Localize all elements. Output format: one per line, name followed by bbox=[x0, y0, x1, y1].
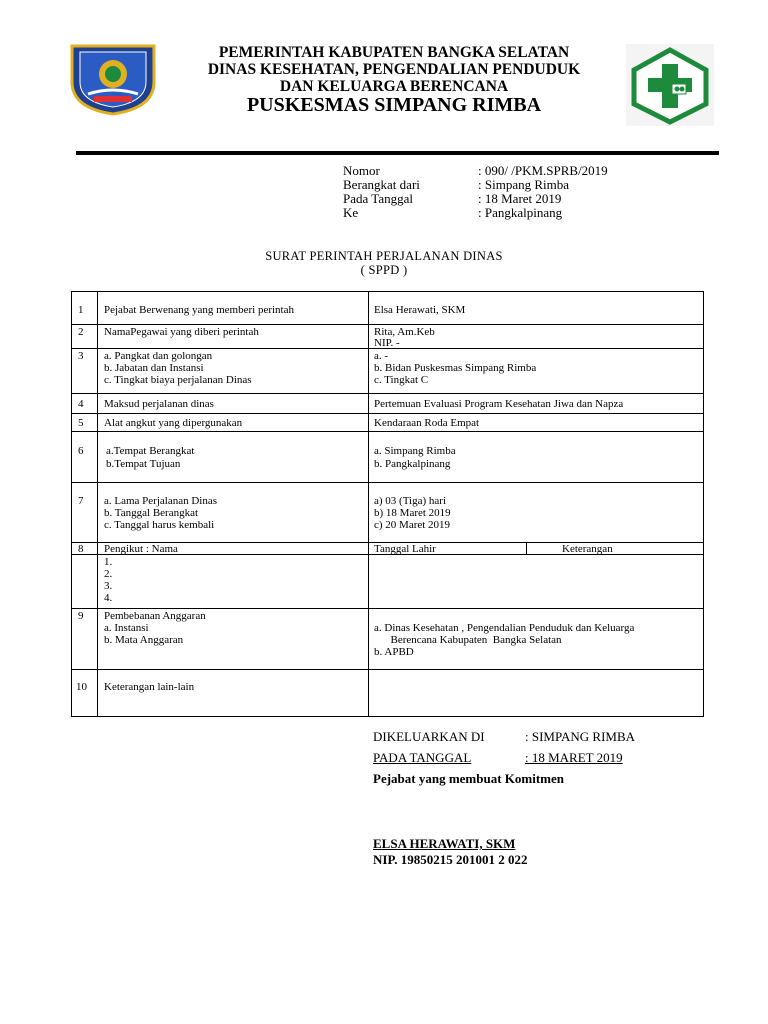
row-value: Pertemuan Evaluasi Program Kesehatan Jiwa dan Napza bbox=[374, 398, 624, 410]
row-number: 6 bbox=[78, 445, 84, 457]
official-title: Pejabat yang membuat Komitmen bbox=[373, 771, 565, 786]
row-label: a. Instansi bbox=[104, 622, 149, 634]
row-number: 5 bbox=[78, 417, 84, 429]
issued-date bbox=[373, 750, 623, 766]
meta-value: : 090/ /PKM.SPRB/2019 bbox=[478, 163, 608, 178]
row-number: 1 bbox=[78, 304, 84, 316]
header-government-line: PEMERINTAH KABUPATEN BANGKA SELATAN bbox=[218, 44, 570, 61]
follower-item: 2. bbox=[104, 568, 113, 580]
row-label: a. Pangkat dan golongan bbox=[104, 350, 213, 362]
column-header-birth-date: Tanggal Lahir bbox=[374, 543, 436, 555]
row-label: a. Lama Perjalanan Dinas bbox=[104, 495, 218, 507]
meta-label: Pada Tanggal bbox=[343, 191, 413, 206]
header-divider bbox=[76, 151, 719, 155]
row-label: Pejabat Berwenang yang memberi perintah bbox=[104, 304, 294, 316]
row-label: Keterangan lain-lain bbox=[104, 681, 195, 693]
row-number: 4 bbox=[78, 398, 84, 410]
row-label: Pengikut : Nama bbox=[104, 543, 178, 555]
signer-nip: NIP. 19850215 201001 2 022 bbox=[373, 852, 528, 867]
row-value: c. Tingkat C bbox=[374, 374, 429, 386]
issued-label: DIKELUARKAN DI bbox=[373, 729, 485, 744]
row-value: c) 20 Maret 2019 bbox=[374, 519, 451, 531]
row-number: 2 bbox=[78, 326, 84, 338]
column-header-remarks: Keterangan bbox=[562, 543, 613, 555]
meta-tujuan bbox=[343, 206, 562, 220]
issued-value: : SIMPANG RIMBA bbox=[525, 729, 636, 744]
meta-nomor bbox=[343, 164, 608, 178]
row-label: b. Tanggal Berangkat bbox=[104, 507, 199, 519]
row-label: c. Tingkat biaya perjalanan Dinas bbox=[104, 374, 252, 386]
header-agency-line-2: DAN KELUARGA BERENCANA bbox=[279, 78, 509, 95]
header-puskesmas-name: PUSKESMAS SIMPANG RIMBA bbox=[246, 94, 542, 116]
meta-value: : Pangkalpinang bbox=[478, 205, 563, 220]
row-value: Elsa Herawati, SKM bbox=[374, 304, 466, 316]
follower-item: 4. bbox=[104, 592, 113, 604]
meta-label: Ke bbox=[343, 205, 359, 220]
sppd-table bbox=[71, 291, 704, 717]
row-number: 8 bbox=[78, 543, 84, 555]
meta-tanggal bbox=[343, 192, 561, 206]
row-number: 10 bbox=[76, 681, 87, 693]
row-label: Maksud perjalanan dinas bbox=[104, 398, 214, 410]
date-label: PADA TANGGAL bbox=[373, 750, 472, 765]
row-label: Alat angkut yang dipergunakan bbox=[104, 417, 243, 429]
document-subtitle: ( SPPD ) bbox=[360, 263, 408, 277]
row-value: a. Dinas Kesehatan , Pengendalian Penduduk dan Keluarga bbox=[374, 622, 635, 634]
meta-label: Berangkat dari bbox=[343, 177, 420, 192]
row-value: b. Pangkalpinang bbox=[374, 458, 451, 470]
meta-value: : 18 Maret 2019 bbox=[478, 191, 562, 206]
row-label: b.Tempat Tujuan bbox=[106, 458, 181, 470]
document-title: SURAT PERINTAH PERJALANAN DINAS bbox=[265, 249, 503, 263]
follower-item: 1. bbox=[104, 556, 113, 568]
date-value: : 18 MARET 2019 bbox=[525, 750, 623, 765]
row-value: b. APBD bbox=[374, 646, 414, 658]
row-value: b) 18 Maret 2019 bbox=[374, 507, 451, 519]
meta-label: Nomor bbox=[343, 163, 380, 178]
health-center-cross-icon bbox=[626, 44, 714, 126]
row-label: c. Tanggal harus kembali bbox=[104, 519, 215, 531]
meta-value: : Simpang Rimba bbox=[478, 177, 569, 192]
meta-berangkat bbox=[343, 178, 569, 192]
row-value: a) 03 (Tiga) hari bbox=[374, 495, 446, 507]
row-number: 3 bbox=[78, 350, 84, 362]
row-value: b. Bidan Puskesmas Simpang Rimba bbox=[374, 362, 537, 374]
signer-name: ELSA HERAWATI, SKM bbox=[373, 836, 516, 851]
row-label: b. Jabatan dan Instansi bbox=[104, 362, 204, 374]
row-number: 7 bbox=[78, 495, 84, 507]
row-value: Berencana Kabupaten Bangka Selatan bbox=[374, 634, 562, 646]
issued-at bbox=[373, 729, 635, 745]
follower-item: 3. bbox=[104, 580, 113, 592]
header-agency-line: DINAS KESEHATAN, PENGENDALIAN PENDUDUK bbox=[207, 61, 581, 78]
row-value: a. Simpang Rimba bbox=[374, 445, 456, 457]
row-value: NIP. - bbox=[374, 337, 400, 349]
row-value: Kendaraan Roda Empat bbox=[374, 417, 480, 429]
row-value: a. - bbox=[374, 350, 389, 362]
row-number: 9 bbox=[78, 610, 84, 622]
row-label: NamaPegawai yang diberi perintah bbox=[104, 326, 259, 338]
row-value: Rita, Am.Keb bbox=[374, 326, 435, 338]
row-label: b. Mata Anggaran bbox=[104, 634, 184, 646]
row-label: Pembebanan Anggaran bbox=[104, 610, 206, 622]
row-label: a.Tempat Berangkat bbox=[106, 445, 195, 457]
